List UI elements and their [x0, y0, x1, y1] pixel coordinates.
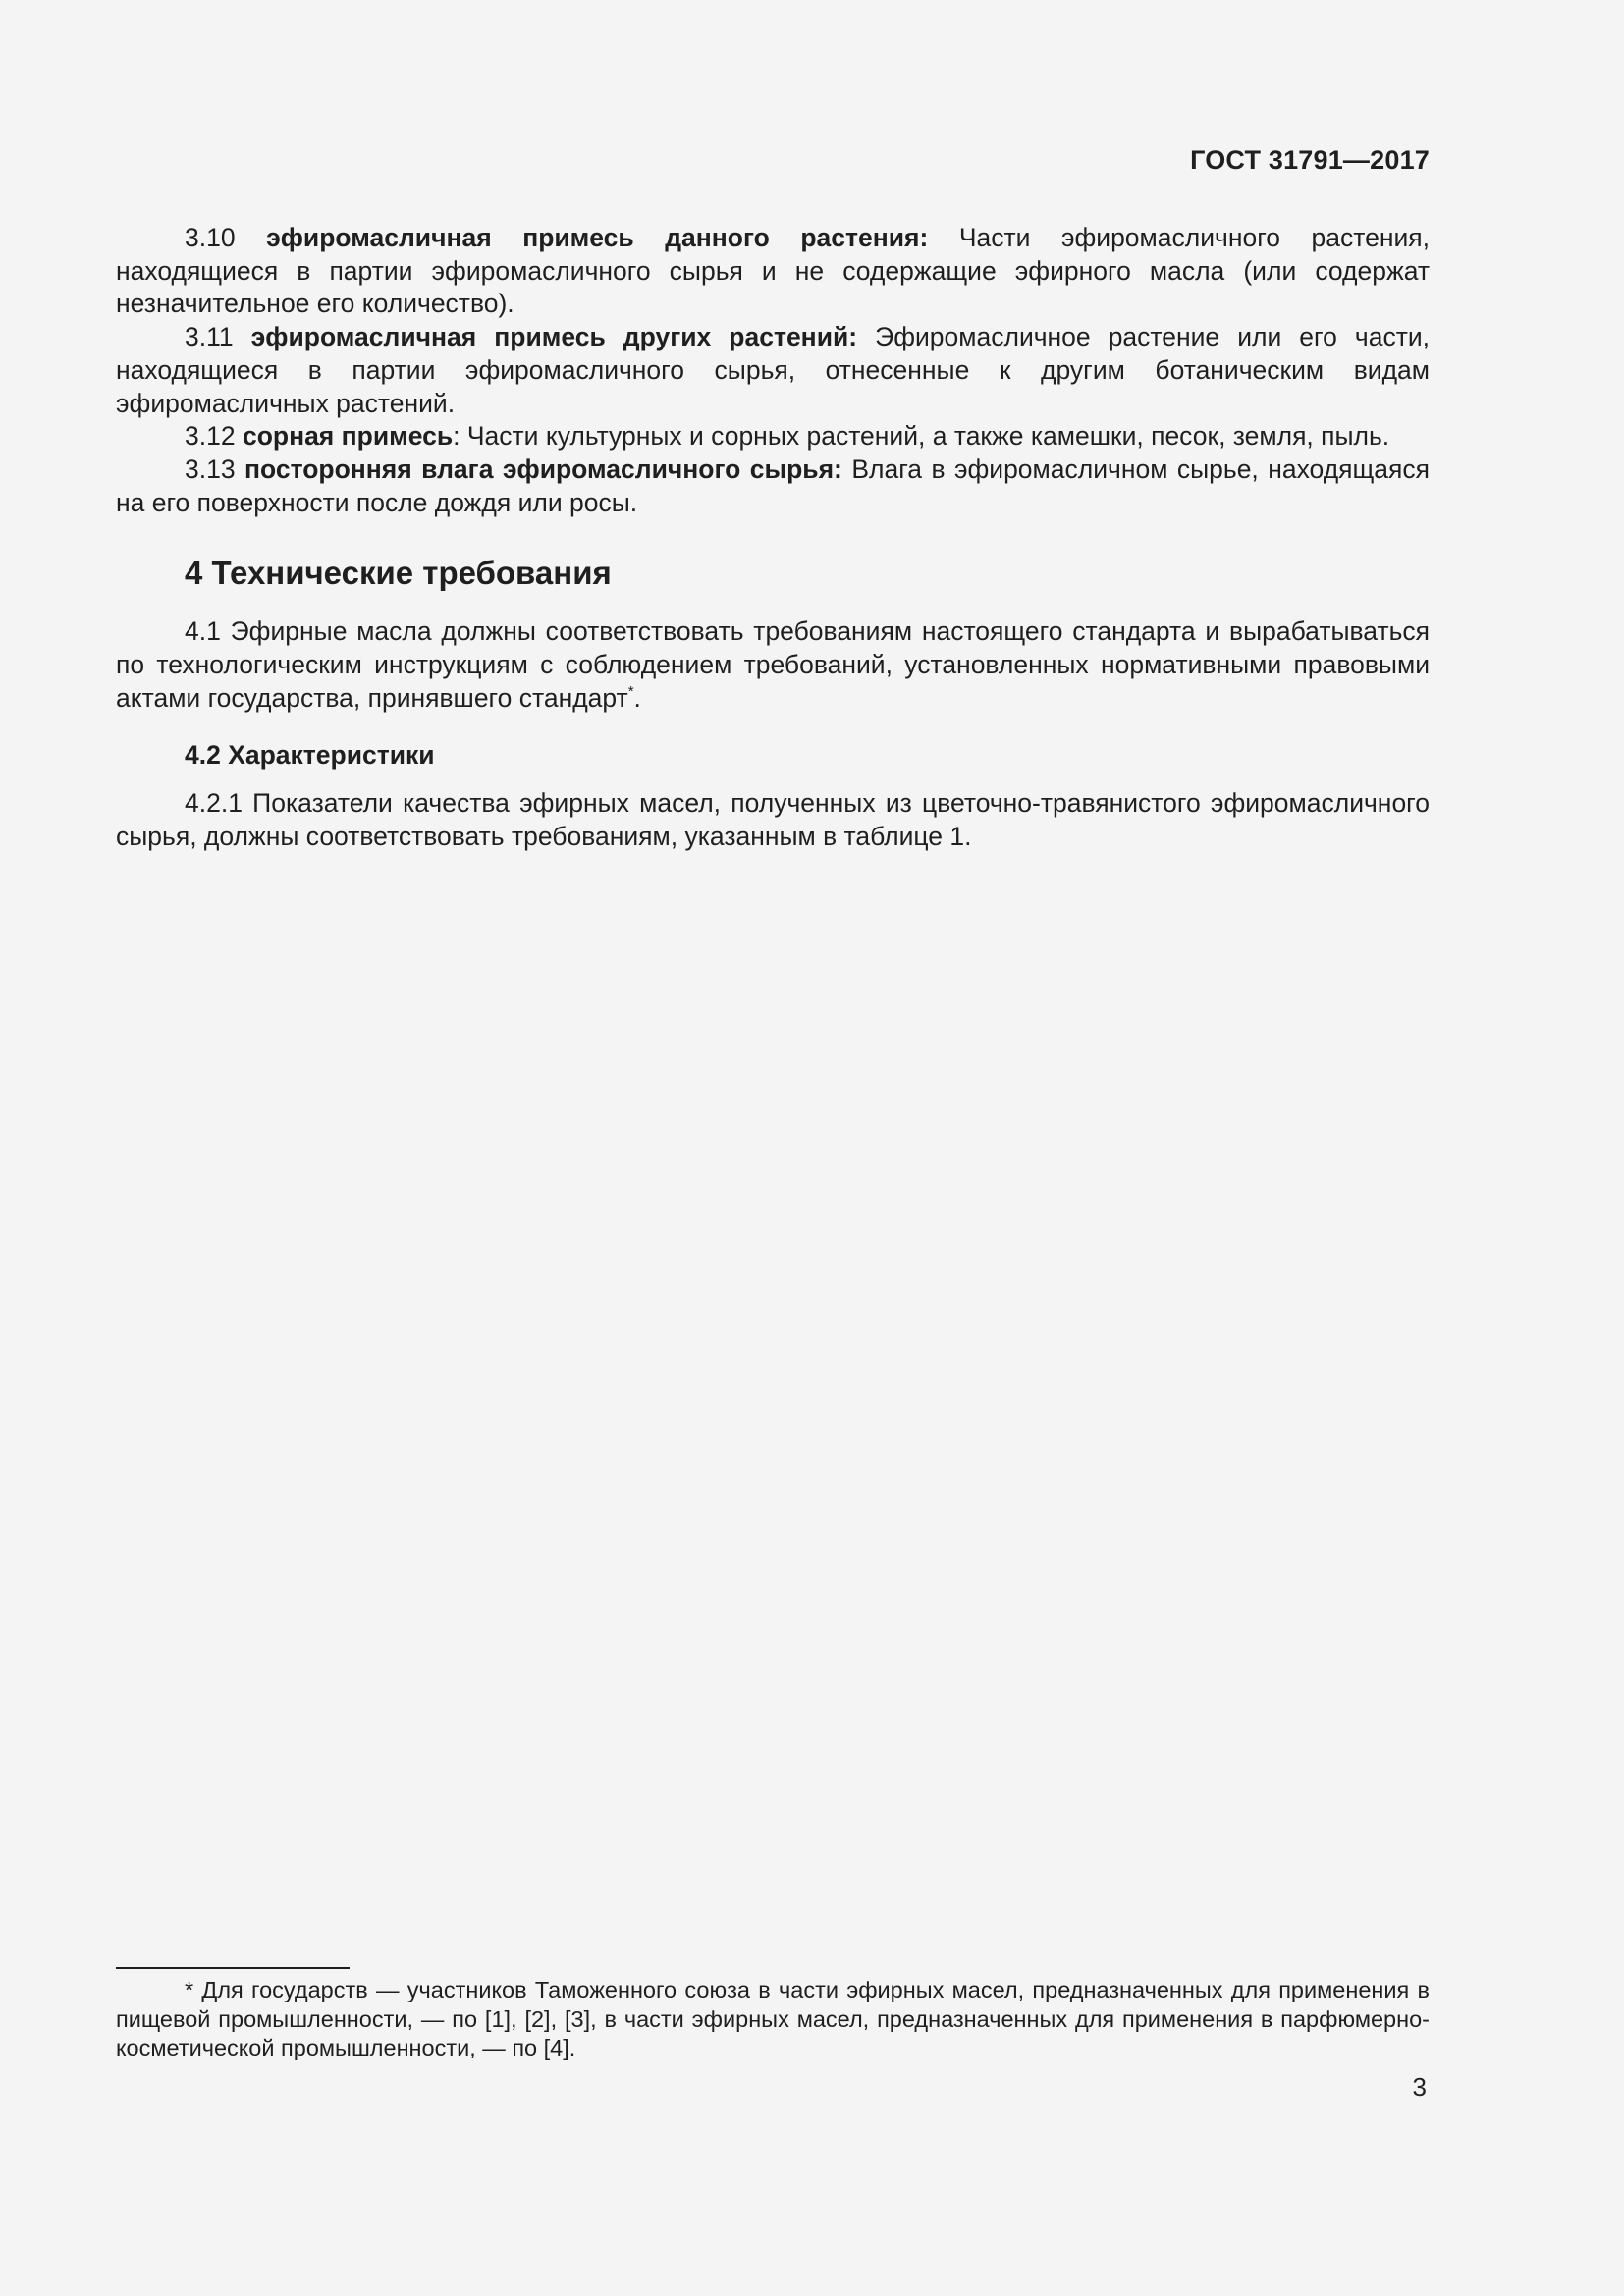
definition-3-11: [116, 321, 1430, 420]
paragraph-text: 4.1 Эфирные масла должны соответствовать требованиям настоящего стандарта и вырабатываться по технологическим инструкциям с соблюдением требований, установленных нормативными правовыми актами государства, принявшего стандарт: [116, 616, 1430, 713]
definition-number: 3.12: [185, 421, 243, 452]
footnote: [116, 1976, 1430, 2063]
definition-term: эфиромасличная примесь данного растения:: [266, 223, 929, 252]
footnote-separator: [116, 1967, 350, 1969]
definition-3-10: [116, 222, 1430, 321]
section-heading: 4 Технические требования: [185, 555, 612, 592]
page-body: [116, 222, 1430, 854]
definition-term: сорная примесь: [242, 421, 454, 452]
definition-number: 3.13: [185, 454, 245, 484]
footnote-marker[interactable]: *: [627, 682, 634, 700]
definition-term: эфиромасличная примесь других растений:: [250, 322, 858, 352]
definition-term: посторонняя влага эфиромасличного сырья:: [244, 454, 842, 484]
definition-text: Части эфиромасличного растения, находящиеся в партии эфиромасличного сырья и не содержащие эфирного масла (или содержат незначительное его количество).: [116, 223, 1430, 319]
paragraph-4-1: [116, 615, 1430, 715]
definition-text: Влага в эфиромасличном сырье, находящаяся на его поверхности после дождя или росы.: [116, 454, 1430, 517]
subsection-heading: 4.2 Характеристики: [185, 740, 435, 771]
definition-3-12: [116, 420, 1430, 454]
definition-text: : Части культурных и сорных растений, а также камешки, песок, земля, пыль.: [453, 421, 1390, 452]
definition-number: 3.11: [185, 322, 251, 352]
definition-text: Эфиромасличное растение или его части, находящиеся в партии эфиромасличного сырья, отнесенные к другим ботаническим видам эфиромасличных растений.: [116, 322, 1430, 418]
definition-number: 3.10: [185, 223, 267, 252]
definition-3-13: [116, 454, 1430, 519]
footnote-text: * Для государств — участников Таможенного союза в части эфирных масел, предназначенных для применения в пищевой промышленности, — по [1], [2], [3], в части эфирных масел, предназначенных для применения в парфюмерно-косметической промышленности, — по [4].: [116, 1977, 1430, 2060]
paragraph-end: .: [633, 682, 641, 713]
paragraph-4-2-1: 4.2.1 Показатели качества эфирных масел, полученных из цветочно-травянистого эфиромасличного сырья, должны соответствовать требованиям, указанным в таблице 1.: [116, 788, 1430, 852]
document-number: ГОСТ 31791—2017: [1190, 145, 1430, 175]
page-number: 3: [1412, 2072, 1427, 2102]
